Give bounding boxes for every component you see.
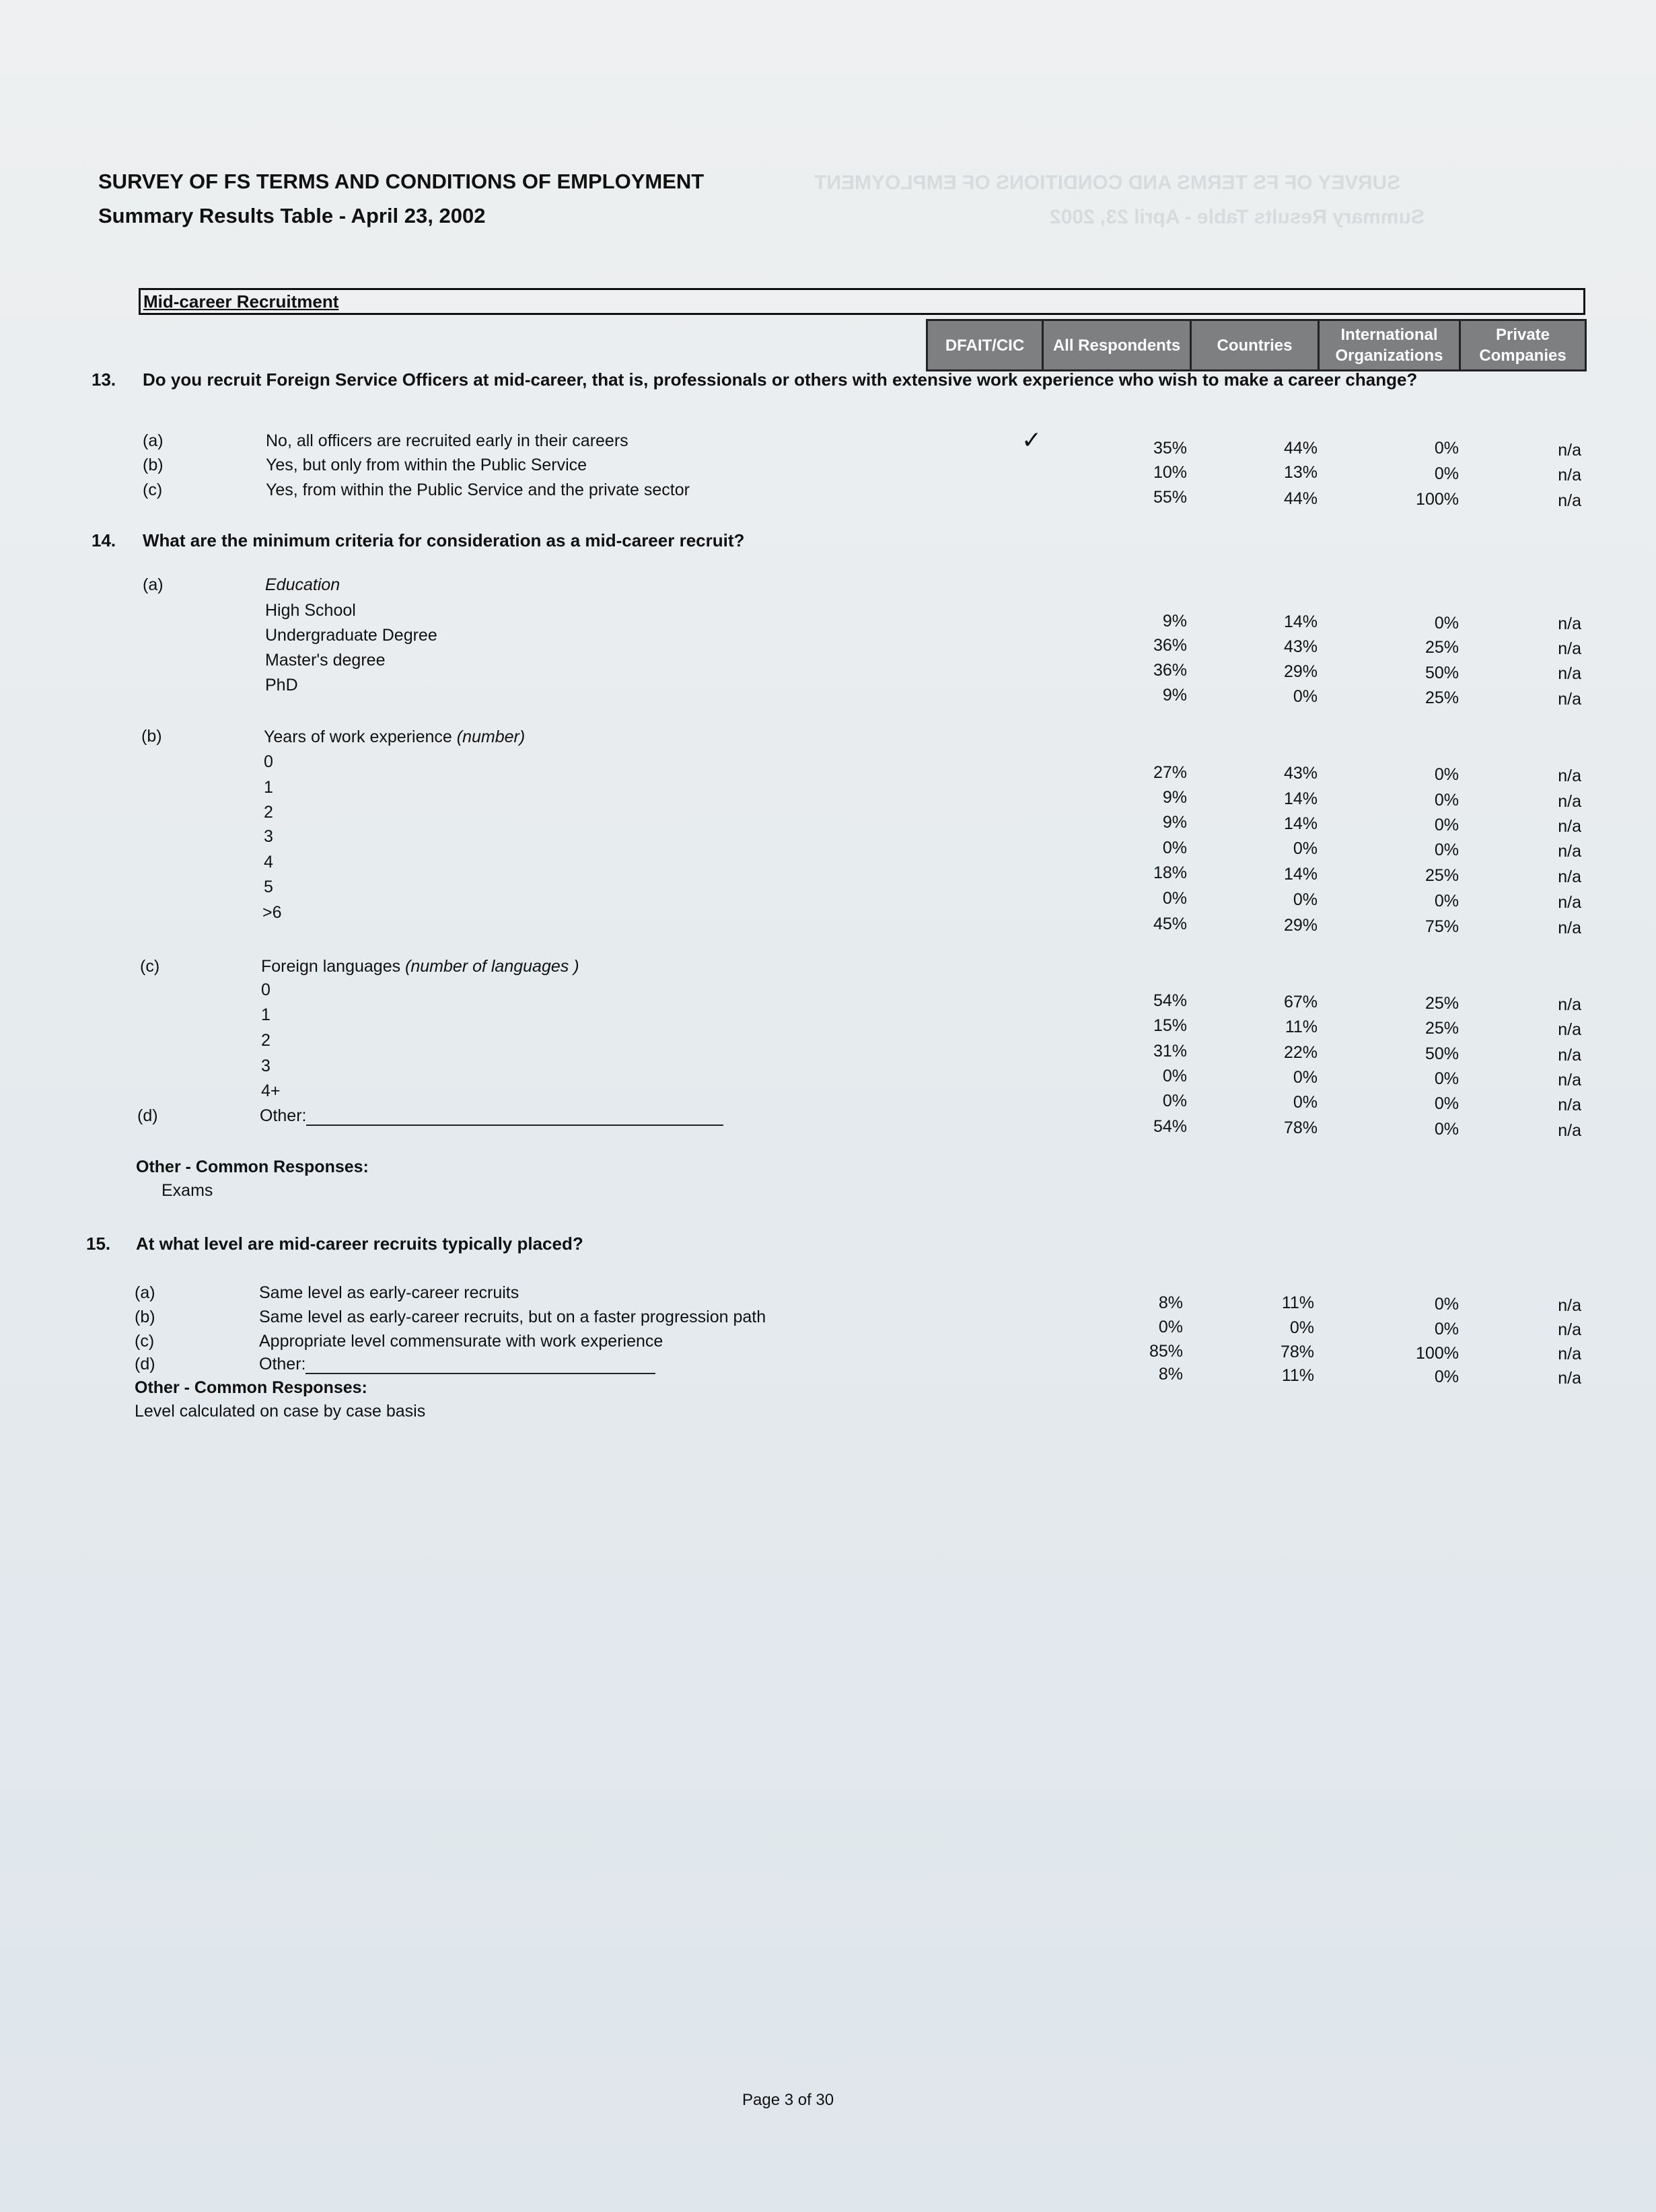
row-label: 4 [264,853,273,871]
row-label: 2 [261,1031,271,1050]
column-header-private-companies: Private Companies [1461,321,1585,369]
value-international: 0% [1434,892,1459,911]
other-responses-heading: Other - Common Responses: [135,1378,367,1397]
value-international: 0% [1434,791,1459,810]
value-countries: 78% [1280,1343,1314,1361]
value-countries: 43% [1283,764,1318,783]
value-all-respondents: 18% [1153,863,1187,882]
value-private: n/a [1558,1345,1581,1363]
value-all-respondents: 9% [1162,612,1187,631]
value-all-respondents: 27% [1153,763,1187,782]
value-countries: 11% [1281,1293,1314,1312]
value-countries: 0% [1293,1093,1318,1112]
value-countries: 14% [1283,814,1318,833]
question-text: At what level are mid-career recruits typically placed? [136,1234,583,1254]
question-text: Do you recruit Foreign Service Officers at mid-career, that is, professionals or others with extensive work experience who wish to make a career change? [143,369,1418,390]
value-private: n/a [1558,792,1581,811]
value-countries: 67% [1283,993,1318,1011]
value-private: n/a [1558,995,1581,1014]
value-private: n/a [1558,893,1581,912]
question-number: 13. [92,369,116,390]
row-letter: (a) [143,575,164,594]
value-countries: 0% [1293,890,1318,909]
value-private: n/a [1558,766,1581,785]
row-label: Yes, from within the Public Service and the private sector [266,480,690,499]
row-label: High School [265,601,356,620]
row-letter: (b) [135,1308,155,1326]
row-label: Same level as early-career recruits [259,1283,519,1302]
value-countries: 29% [1283,662,1318,681]
value-all-respondents: 36% [1153,636,1187,655]
value-international: 0% [1434,1295,1459,1314]
value-private: n/a [1558,1296,1581,1315]
value-international: 0% [1434,841,1459,859]
value-all-respondents: 9% [1162,813,1187,832]
row-label: Other: [259,1355,655,1374]
criteria-heading-languages: Foreign languages (number of languages ) [261,957,579,976]
row-label: 2 [264,803,273,822]
row-label: 0 [261,980,271,999]
value-international: 100% [1416,490,1459,509]
value-all-respondents: 15% [1153,1016,1187,1035]
value-international: 0% [1434,614,1459,633]
row-letter: (a) [135,1283,155,1302]
value-international: 0% [1434,464,1459,483]
checkmark-icon: ✓ [1021,426,1042,454]
value-private: n/a [1558,817,1581,836]
value-all-respondents: 0% [1162,1067,1187,1085]
value-private: n/a [1558,639,1581,658]
row-label: PhD [265,676,298,694]
value-countries: 14% [1283,789,1318,808]
value-international: 25% [1425,638,1459,657]
value-countries: 13% [1283,463,1318,482]
row-label: 1 [264,778,273,797]
page-title: SURVEY OF FS TERMS AND CONDITIONS OF EMPLOYMENT [98,170,705,193]
row-letter: (b) [141,727,162,746]
value-all-respondents: 0% [1162,839,1187,857]
row-letter: (a) [143,431,164,450]
value-all-respondents: 9% [1162,788,1187,807]
section-header-box [139,288,1585,315]
row-label: Appropriate level commensurate with work experience [259,1332,663,1351]
value-all-respondents: 35% [1153,439,1187,458]
bleed-through-title: SURVEY OF FS TERMS AND CONDITIONS OF EMPLOYMENT [814,172,1401,194]
row-letter: (c) [135,1332,155,1351]
row-label: Master's degree [265,651,386,670]
value-international: 50% [1425,1044,1459,1063]
value-all-respondents: 0% [1158,1318,1183,1336]
bleed-through-subtitle: Summary Results Table - April 23, 2002 [1050,206,1425,228]
row-label: >6 [262,903,282,922]
value-all-respondents: 36% [1153,661,1187,680]
value-all-respondents: 54% [1153,1117,1187,1136]
section-title: Mid-career Recruitment [143,291,339,312]
value-all-respondents: 85% [1149,1342,1183,1361]
criteria-heading-experience: Years of work experience (number) [264,727,526,746]
value-international: 25% [1425,866,1459,885]
column-headers [926,319,1587,371]
value-international: 25% [1425,1019,1459,1038]
value-international: 25% [1425,994,1459,1013]
column-header-countries: Countries [1192,321,1320,369]
value-all-respondents: 10% [1153,463,1187,482]
value-countries: 0% [1293,1068,1318,1087]
value-private: n/a [1558,491,1581,510]
value-countries: 14% [1283,865,1318,884]
value-all-respondents: 8% [1158,1365,1183,1384]
row-label: Same level as early-career recruits, but on a faster progression path [259,1308,766,1326]
value-all-respondents: 31% [1153,1042,1187,1061]
value-international: 0% [1434,1069,1459,1088]
value-international: 0% [1434,765,1459,784]
value-international: 0% [1434,1094,1459,1113]
page-number: Page 3 of 30 [742,2091,834,2109]
column-header-dfait: DFAIT/CIC [928,321,1044,369]
other-responses-heading: Other - Common Responses: [136,1157,369,1176]
row-label: Other: [260,1106,723,1126]
value-international: 0% [1434,1320,1459,1339]
row-letter: (c) [140,957,160,976]
row-label: 1 [261,1005,271,1024]
value-all-respondents: 0% [1162,1092,1187,1110]
value-countries: 14% [1283,612,1318,631]
value-private: n/a [1558,690,1581,709]
value-international: 25% [1425,688,1459,707]
value-countries: 44% [1283,439,1318,458]
value-all-respondents: 8% [1158,1293,1183,1312]
value-all-respondents: 54% [1153,991,1187,1010]
value-private: n/a [1558,614,1581,633]
row-label: 3 [264,827,273,846]
value-countries: 0% [1293,687,1318,706]
value-all-respondents: 55% [1153,488,1187,507]
value-countries: 11% [1285,1018,1318,1036]
value-private: n/a [1558,664,1581,683]
value-private: n/a [1558,867,1581,886]
value-private: n/a [1558,466,1581,485]
criteria-heading-education: Education [265,575,340,594]
row-label: Yes, but only from within the Public Service [266,456,587,474]
value-countries: 29% [1283,916,1318,935]
value-countries: 43% [1283,637,1318,656]
value-countries: 22% [1283,1043,1318,1062]
value-private: n/a [1558,919,1581,937]
value-private: n/a [1558,842,1581,861]
value-private: n/a [1558,1369,1581,1388]
other-blank-line [306,1108,723,1126]
question-text: What are the minimum criteria for consideration as a mid-career recruit? [143,530,745,550]
other-response-text: Level calculated on case by case basis [135,1402,426,1421]
column-header-international-organizations: International Organizations [1320,321,1461,369]
value-countries: 44% [1283,489,1318,508]
row-letter: (d) [135,1355,155,1373]
row-label: Undergraduate Degree [265,626,437,645]
column-header-all-respondents: All Respondents [1044,321,1192,369]
row-label: 3 [261,1057,271,1075]
value-private: n/a [1558,1320,1581,1339]
value-international: 100% [1416,1344,1459,1363]
value-private: n/a [1558,1020,1581,1039]
value-international: 0% [1434,1120,1459,1139]
value-private: n/a [1558,1071,1581,1090]
value-private: n/a [1558,1121,1581,1140]
other-response-text: Exams [161,1181,213,1200]
question-number: 15. [86,1234,111,1254]
other-blank-line [305,1357,655,1374]
row-label: 4+ [261,1081,281,1100]
value-all-respondents: 45% [1153,915,1187,933]
question-number: 14. [92,530,116,550]
row-label: No, all officers are recruited early in their careers [266,431,628,450]
row-label: 0 [264,752,273,771]
value-private: n/a [1558,1046,1581,1065]
value-countries: 0% [1289,1318,1314,1337]
value-countries: 78% [1283,1118,1318,1137]
value-all-respondents: 0% [1162,889,1187,908]
row-label: 5 [264,878,273,896]
value-countries: 0% [1293,839,1318,858]
value-private: n/a [1558,441,1581,460]
value-private: n/a [1558,1096,1581,1114]
row-letter: (d) [137,1106,158,1125]
value-international: 50% [1425,664,1459,682]
value-countries: 11% [1281,1366,1314,1385]
page-subtitle: Summary Results Table - April 23, 2002 [98,204,486,227]
value-international: 75% [1425,917,1459,936]
row-letter: (b) [143,456,164,474]
value-international: 0% [1434,816,1459,834]
value-all-respondents: 9% [1162,686,1187,705]
value-international: 0% [1434,1367,1459,1386]
row-letter: (c) [143,480,163,499]
value-international: 0% [1434,439,1459,458]
